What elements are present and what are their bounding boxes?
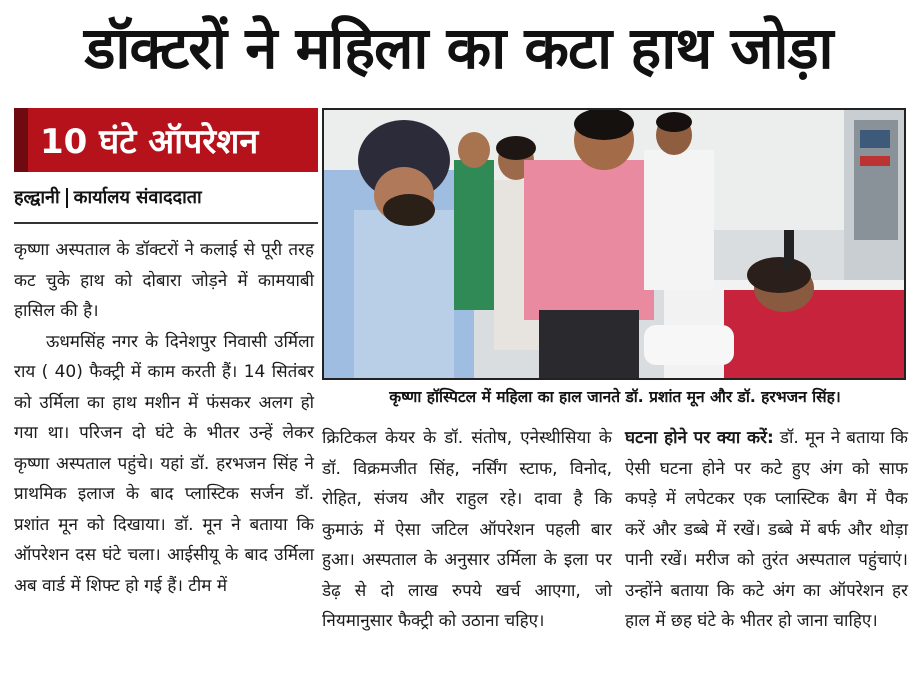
article-column-2 (322, 423, 612, 637)
section-tag (14, 108, 318, 172)
hospital-scene-illustration (324, 110, 904, 378)
byline-rule (14, 222, 318, 224)
article-paragraph: क्रिटिकल केयर के डॉ. संतोष, एनेस्थीसिया के डॉ. विक्रमजीत सिंह, नर्सिंग स्टाफ, विनोद, रोहित, संजय और राहुल रहे। दावा है कि कुमाऊं में ऐसा जटिल ऑपरेशन पहली बार हुआ। अस्पताल के अनुसार उर्मिला के इला पर डेढ़ से दो लाख रुपये खर्च आएगा, जो नियमानुसार फैक्ट्री को उठाना चहिए। (322, 428, 612, 631)
byline-separator (66, 188, 68, 208)
news-photo (322, 108, 906, 380)
photo-caption: कृष्णा हॉस्पिटल में महिला का हाल जानते डॉ. प्रशांत मून और डॉ. हरभजन सिंह। (389, 388, 841, 406)
byline (14, 183, 318, 213)
article-column-3 (625, 423, 908, 637)
subhead-lead: घटना होने पर क्या करें: (625, 428, 774, 448)
headline: डॉक्टरों ने महिला का कटा हाथ जोड़ा (84, 14, 833, 82)
article-column-1 (14, 235, 314, 601)
byline-place: हल्द्वानी (14, 187, 60, 208)
subhead-text: डॉ. मून ने बताया कि ऐसी घटना होने पर कटे हुए अंग को साफ कपड़े में लपेटकर एक प्लास्टिक बैग में पैक करें और डब्बे में रखें। डब्बे में बर्फ और थोड़ा पानी रखें। मरीज को तुरंत अस्पताल पहुंचाएं। उन्होंने बताया कि कटे अंग का ऑपरेशन हर हाल में छह घंटे के भीतर हो जाना चाहिए। (625, 428, 908, 631)
tag-label: 10 घंटे ऑपरेशन (40, 122, 259, 162)
article-paragraph (625, 423, 908, 637)
article-paragraph: कृष्णा अस्पताल के डॉक्टरों ने कलाई से पूरी तरह कट चुके हाथ को दोबारा जोड़ने में कामयाबी हासिल की है। (14, 240, 314, 321)
byline-source: कार्यालय संवाददाता (73, 187, 202, 208)
article-paragraph: ऊधमसिंह नगर के दिनेशपुर निवासी उर्मिला राय ( 40) फैक्ट्री में काम करती हैं। 14 सितंबर को उर्मिला का हाथ मशीन में फंसकर अलग हो गया था। परिजन दो घंटे के भीतर उन्हें लेकर कृष्णा अस्पताल पहुंचे। यहां डॉ. हरभजन सिंह ने प्राथमिक इलाज के बाद प्लास्टिक सर्जन डॉ. प्रशांत मून को दिखाया। डॉ. मून ने बताया कि ऑपरेशन दस घंटे चला। आईसीयू के बाद उर्मिला अब वार्ड में शिफ्ट हो गई हैं। टीम में (14, 331, 314, 596)
tag-accent-bar (14, 108, 28, 172)
